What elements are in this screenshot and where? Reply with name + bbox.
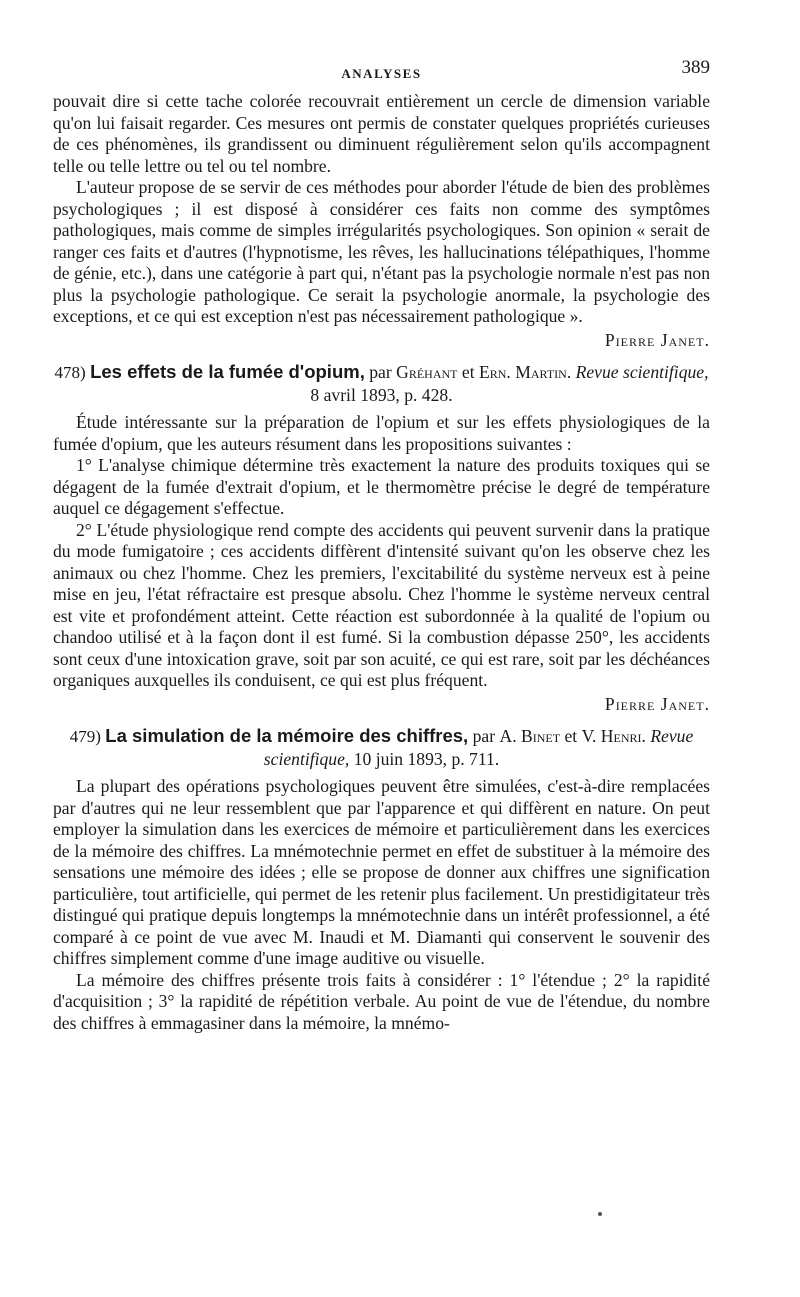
and-word: et (564, 726, 578, 746)
by-word: par (472, 726, 496, 746)
entry-number: 478) (54, 363, 86, 382)
entry-479-paragraph: La plupart des opérations psychologiques peuvent être simulées, c'est-à-dire remplacées par d'autres qui ne leur ressemblent que par l'apparence et qui diffèrent en nature. On peut employer la simulation dans les exercices de mémoire et particulièrement dans les exercices de la mémoire des chiffres. La mnémotechnie permet en effet de substituer à la mémoire des sensations une mémoire des idées ; elle se propose de donner aux chiffres une signification particulière, tout artificielle, qui permet de les retenir plus facilement. Un prestidigitateur très distingué qui pratique depuis longtemps la mnémotechnie dans un intérêt professionnel, a été comparé à ce point de vue avec M. Inaudi et M. Diamanti qui conservent le souvenir des chiffres simplement comme d'une image auditive ou visuelle. (53, 776, 710, 968)
publication-date: 10 juin 1893, p. 711. (353, 749, 500, 769)
ink-dot (598, 1212, 602, 1216)
entry-number: 479) (69, 727, 101, 746)
page-number: 389 (681, 57, 710, 78)
signature: Pierre Janet. (604, 693, 710, 714)
page-body (53, 55, 710, 1034)
entry-title: Les effets de la fumée d'opium, (90, 361, 365, 382)
entry-479-heading (53, 725, 710, 770)
entry-478-paragraph: Étude intéressante sur la préparation de l'opium et sur les effets physiologiques de la fumée d'opium, que les auteurs résument dans les propositions suivantes : (53, 412, 710, 454)
entry-478-heading (53, 361, 710, 406)
journal-name: Revue scientifique, (575, 362, 709, 382)
author: Gréhant (396, 362, 458, 382)
continuation-paragraph: L'auteur propose de se servir de ces méthodes pour aborder l'étude de bien des problèmes psychologiques ; il est disposé à considérer ces faits non comme des symptômes pathologiques, mais comme de simples irrégularités psychologiques. Son opinion « serait de ranger ces faits et d'autres (l'hypnotisme, les rêves, les hallucinations télépathiques, l'homme de génie, etc.), dans une catégorie à part qui, n'étant pas la psychologie normale n'est pas non plus la psychologie pathologique. Ce serait la psychologie anormale, la psychologie des exceptions, et ce qui est exception n'est pas nécessairement pathologique ». (53, 177, 710, 326)
publication-date: 8 avril 1893, p. 428. (310, 385, 453, 405)
continuation-paragraph: pouvait dire si cette tache colorée recouvrait entièrement un cercle de dimension variable qu'on lui faisait regarder. Ces mesures ont permis de constater quelques propriétés curieuses de ces phénomènes, ils grandissent ou diminuent régulièrement selon qu'ils accompagnent telle ou telle lettre ou tel ou tel nombre. (53, 91, 710, 176)
signature: Pierre Janet. (604, 329, 710, 350)
entry-478-paragraph: 2° L'étude physiologique rend compte des accidents qui peuvent survenir dans la pratique du mode fumigatoire ; ces accidents diffèrent d'intensité suivant qu'on les observe chez les animaux ou chez l'homme. Chez les premiers, l'excitabilité du système nerveux est à peine mise en jeu, l'état réfractaire est presque absolu. Chez l'homme le système nerveux central est vite et profondément atteint. Cette réaction est subordonnée à la qualité de l'opium ou chandoo utilisé et à la façon dont il est fumé. Si la combustion dépasse 250°, les accidents sont ceux d'une intoxication grave, soit par son acuité, ce qui est rare, soit par les déchéances organiques auxquelles ils conduisent, ce qui est plus fréquent. (53, 519, 710, 690)
author: V. Henri. (581, 726, 646, 746)
author: Ern. Martin. (479, 362, 572, 382)
journal-name: Revue scientifique, (263, 726, 694, 769)
running-title: ANALYSES (341, 66, 422, 81)
entry-title: La simulation de la mémoire des chiffres, (105, 725, 469, 746)
entry-478-paragraph: 1° L'analyse chimique détermine très exactement la nature des produits toxiques qui se dégagent de la fumée d'extrait d'opium, et le thermomètre précise le degré de température auquel ce dégagement s'effectue. (53, 455, 710, 518)
author: A. Binet (499, 726, 561, 746)
running-head (53, 55, 710, 81)
entry-479-paragraph: La mémoire des chiffres présente trois faits à considérer : 1° l'étendue ; 2° la rapidité d'acquisition ; 3° la rapidité de répétition verbale. Au point de vue de l'étendue, du nombre des chiffres à emmagasiner dans la mémoire, la mnémo- (53, 969, 710, 1033)
by-word: par (369, 362, 392, 382)
and-word: et (461, 362, 475, 382)
